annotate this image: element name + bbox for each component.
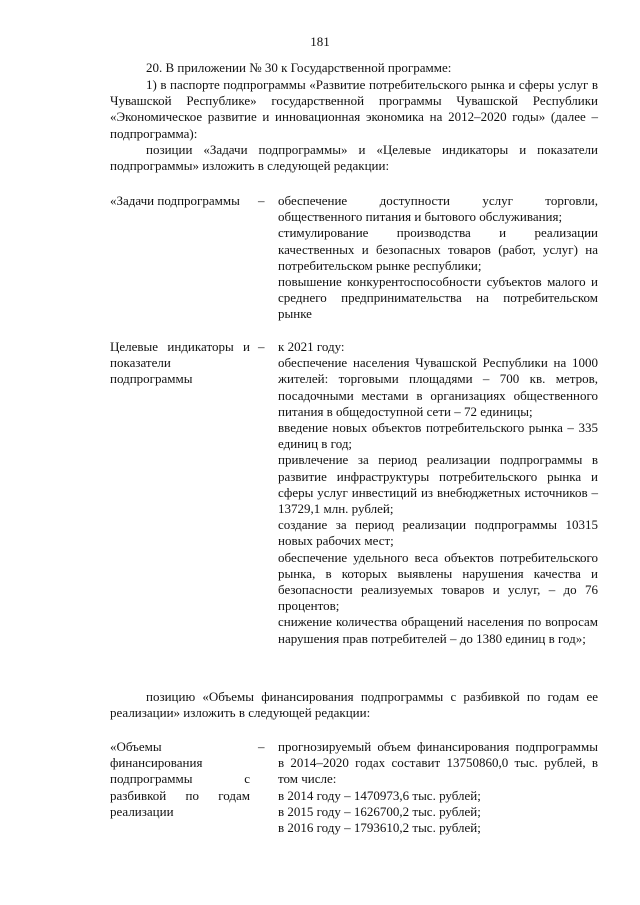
subitem-1: 1) в паспорте подпрограммы «Развитие потребительского рынка и сферы услуг в Чувашской Республике» государственной программы Чувашской Республики «Экономическое развитие и инновационная экономика на 2012–2020 годы» (далее – подпрограмма): — [110, 77, 598, 141]
funding-intro-paragraph: позицию «Объемы финансирования подпрограммы с разбивкой по годам ее реализации» изложить в следующей редакции: — [110, 689, 598, 721]
indicators-item: обеспечение населения Чувашской Республики на 1000 жителей: торговыми площадями – 700 кв. метров, посадочными местами в организациях общественного питания в общедоступной сети – 72 единицы; — [278, 355, 598, 419]
tasks-label: «Задачи подпрограммы — [110, 193, 240, 208]
indicators-item: снижение количества обращений населения по вопросам нарушения прав потребителей – до 1380 единиц в год»; — [278, 614, 598, 646]
tasks-item: обеспечение доступности услуг торговли, общественного питания и бытового обслуживания; — [278, 193, 598, 225]
funding-item: в 2015 году – 1626700,2 тыс. рублей; — [278, 803, 481, 819]
indicators-label: Целевые индикаторы и показатели подпрограммы — [110, 339, 250, 387]
indicators-item: создание за период реализации подпрограммы 10315 новых рабочих мест; — [278, 517, 598, 549]
funding-item: в 2016 году – 1793610,2 тыс. рублей; — [278, 820, 481, 836]
indicators-item: к 2021 году: — [278, 339, 345, 354]
item-20: 20. В приложении № 30 к Государственной программе: — [146, 60, 452, 75]
indicators-item: введение новых объектов потребительского рынка – 335 единиц в год; — [278, 420, 598, 452]
funding-label: «Объемы финансирования подпрограммы с разбивкой по годам реализации — [110, 739, 250, 819]
tasks-dash: – — [258, 193, 265, 208]
tasks-item: повышение конкурентоспособности субъектов малого и среднего предпринимательства на потребительском рынке — [278, 274, 598, 322]
tasks-values — [278, 193, 598, 323]
indicators-dash: – — [258, 339, 265, 354]
indicators-item: привлечение за период реализации подпрограммы в развитие инфраструктуры потребительского рынка и сферы услуг инвестиций из внебюджетных источников – 13729,1 млн. рублей; — [278, 452, 598, 517]
tasks-item: стимулирование производства и реализации качественных и безопасных товаров (работ, услуг) на потребительском рынке республики; — [278, 225, 598, 273]
funding-item: в 2014 году – 1470973,6 тыс. рублей; — [278, 787, 481, 803]
funding-item: прогнозируемый объем финансирования подпрограммы в 2014–2020 годах составит 13750860,0 тыс. рублей, в том числе: — [278, 739, 598, 787]
funding-values — [278, 739, 598, 836]
indicators-values — [278, 339, 598, 647]
indicators-item: обеспечение удельного веса объектов потребительского рынка, в которых выявлены нарушения качества и безопасности реализуемых товаров и услуг, – до 76 процентов; — [278, 549, 598, 614]
funding-dash: – — [258, 739, 265, 754]
page-number: 181 — [310, 34, 330, 49]
positions-paragraph: позиции «Задачи подпрограммы» и «Целевые индикаторы и показатели подпрограммы» изложить в следующей редакции: — [110, 142, 598, 174]
